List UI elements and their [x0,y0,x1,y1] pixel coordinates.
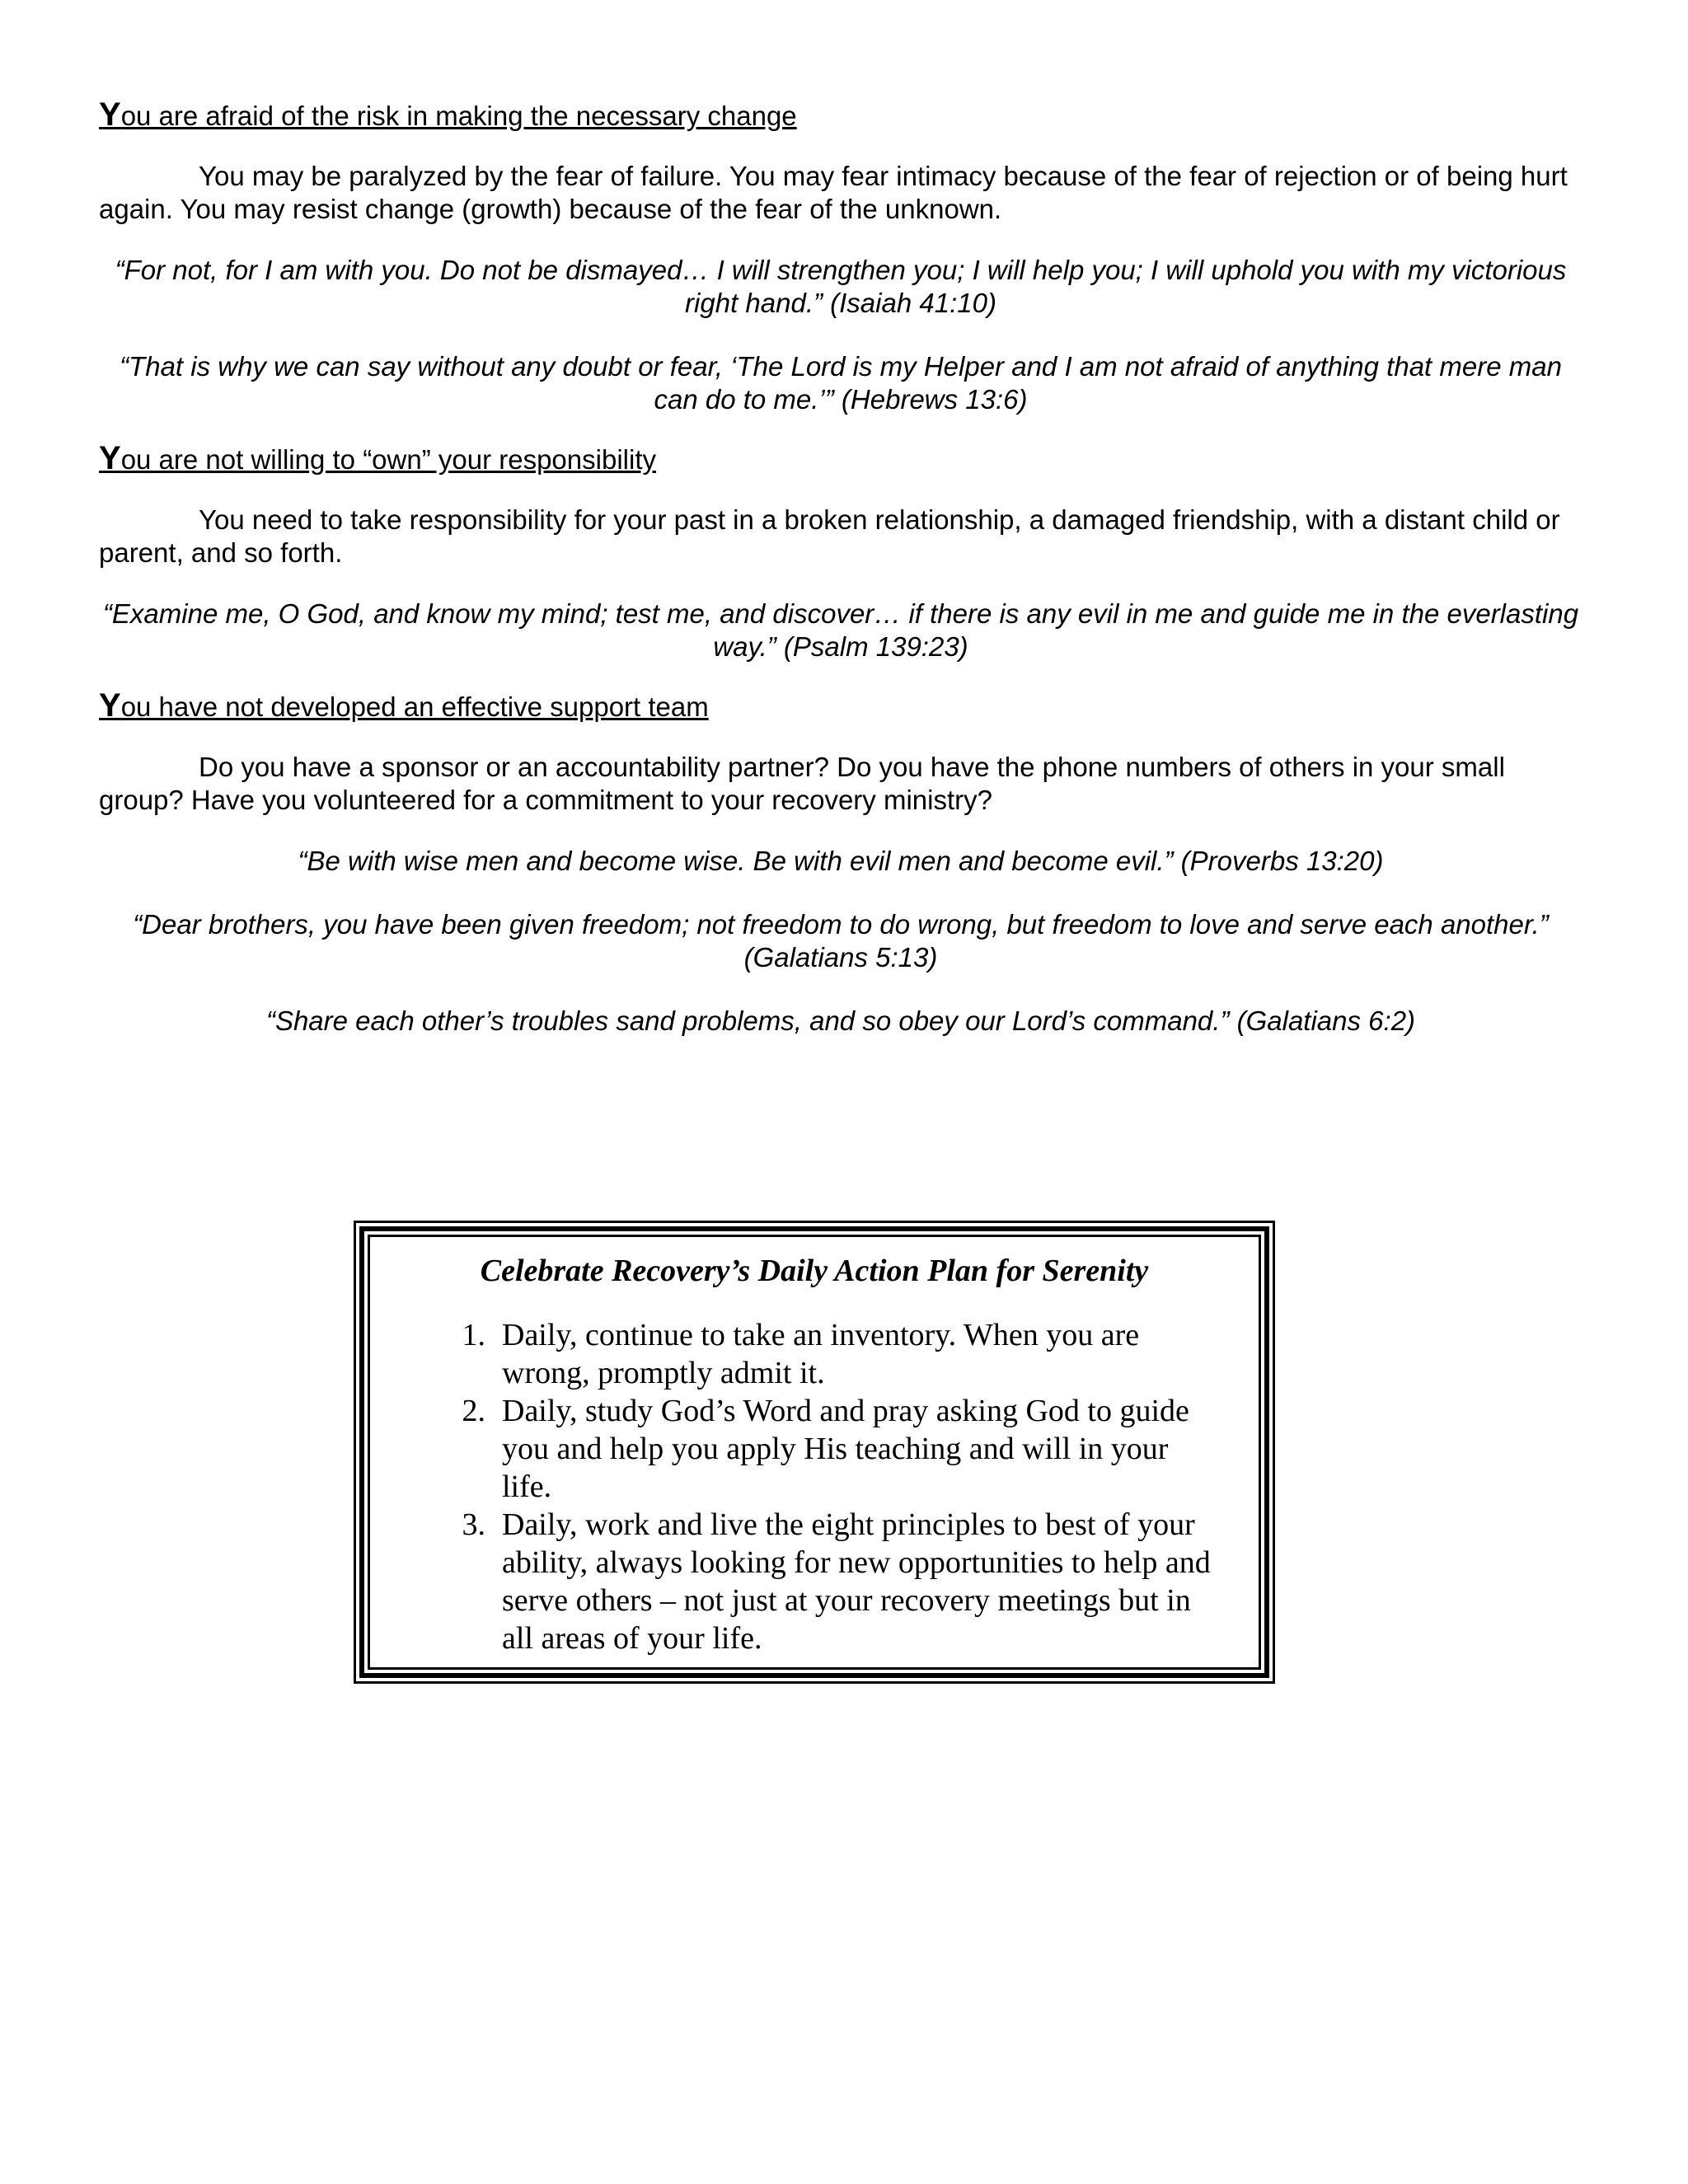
heading-initial: Y [99,96,121,133]
heading-initial: Y [99,687,121,724]
list-item-number: 3. [462,1507,485,1542]
section-heading-fear-of-change [99,97,1582,134]
scripture-quote: “Share each other’s troubles sand problems, and so obey our Lord’s command.” (Galatians 6:2) [265,1005,1416,1036]
action-plan-box-frame [359,1226,1269,1678]
list-item-text: Daily, continue to take an inventory. When you are wrong, promptly admit it. [502,1318,1140,1390]
action-plan-item [403,1506,1226,1657]
section-paragraph: You need to take responsibility for your past in a broken relationship, a damaged friendship, with a distant child or parent, and so forth. [99,504,1560,568]
list-item-number: 2. [462,1394,485,1428]
section-paragraph: Do you have a sponsor or an accountability partner? Do you have the phone numbers of others in your small group? Have you volunteered for a commitment to your recovery ministry? [99,752,1505,815]
action-plan-title: Celebrate Recovery’s Daily Action Plan for Serenity [480,1254,1149,1288]
scripture-quote: “Examine me, O God, and know my mind; test me, and discover… if there is any evil in me and guide me in the everlasting way.” (Psalm 139:23) [102,598,1579,662]
list-item-number: 1. [462,1318,485,1352]
action-plan-list [403,1316,1226,1657]
document-body [99,97,1582,1068]
heading-text: ou are not willing to “own” your responsibility [120,444,656,475]
action-plan-item [403,1392,1226,1506]
heading-text: ou have not developed an effective support team [120,691,709,722]
scripture-quote: “For not, for I am with you. Do not be dismayed… I will strengthen you; I will help you; I will uphold you with my victorious right hand.” (Isaiah 41:10) [115,255,1567,318]
section-heading-own-responsibility [99,441,1582,477]
section-paragraph: You may be paralyzed by the fear of failure. You may fear intimacy because of the fear of rejection or of being hurt again. You may resist change (growth) because of the fear of the unknown. [99,161,1568,224]
heading-text: ou are afraid of the risk in making the necessary change [120,101,797,131]
action-plan-box [354,1221,1275,1684]
scripture-quote: “That is why we can say without any doubt or fear, ‘The Lord is my Helper and I am not afraid of anything that mere man can do to me.’” (Hebrews 13:6) [120,351,1562,415]
scripture-quote: “Be with wise men and become wise. Be with evil men and become evil.” (Proverbs 13:20) [298,846,1384,876]
list-item-text: Daily, work and live the eight principles to best of your ability, always looking for new opportunities to help and serve others – not just at your recovery meetings but in all areas of your life. [502,1507,1211,1656]
heading-initial: Y [99,440,121,476]
action-plan-item [403,1316,1226,1392]
list-item-text: Daily, study God’s Word and pray asking God to guide you and help you apply His teaching and will in your life. [502,1394,1189,1504]
action-plan-box-content [368,1235,1261,1670]
section-heading-support-team [99,688,1582,724]
scripture-quote: “Dear brothers, you have been given freedom; not freedom to do wrong, but freedom to love and serve each another.” (Galatians 5:13) [133,909,1549,972]
